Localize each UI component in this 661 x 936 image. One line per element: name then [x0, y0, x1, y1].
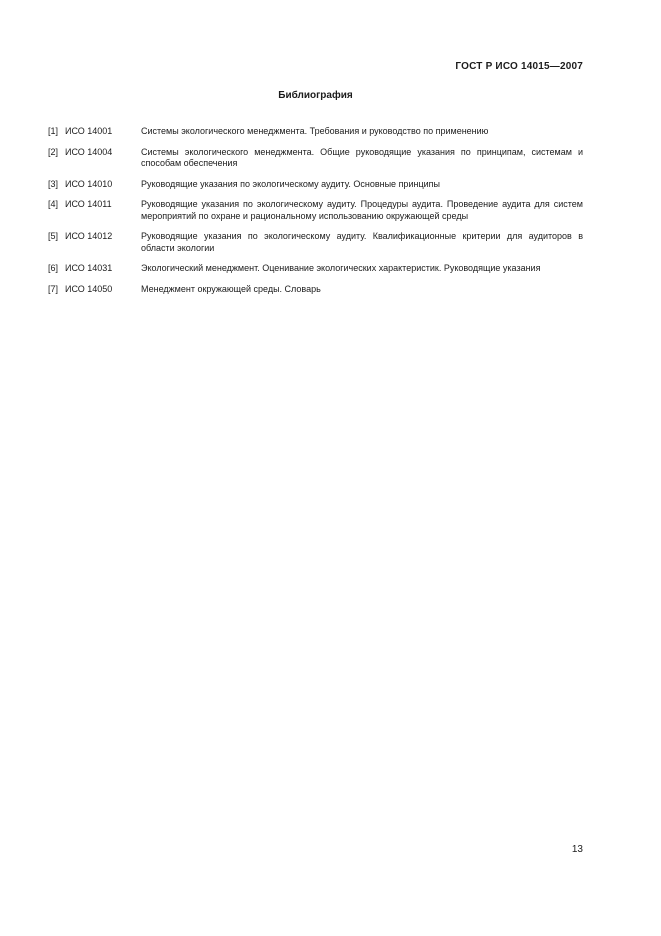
- reference-item: [48, 284, 583, 296]
- bibliography-title: Библиография: [278, 90, 353, 101]
- reference-code: ИСО 14012: [65, 231, 113, 241]
- reference-number: [4]: [48, 199, 59, 209]
- reference-code: ИСО 14010: [65, 178, 113, 189]
- reference-code: ИСО 14011: [65, 199, 112, 209]
- reference-number: [3]: [48, 178, 59, 189]
- reference-code: ИСО 14001: [65, 126, 113, 136]
- document-header: ГОСТ Р ИСО 14015—2007: [455, 61, 583, 72]
- reference-text: Системы экологического менеджмента. Требования и руководство по применению: [141, 126, 489, 136]
- reference-text: Руководящие указания по экологическому аудиту. Основные принципы: [141, 178, 440, 189]
- reference-text: Системы экологического менеджмента. Общие руководящие указания по принципам, системам и способам обеспечения: [141, 146, 583, 168]
- reference-code: ИСО 14004: [65, 146, 113, 157]
- reference-item: [48, 231, 583, 254]
- reference-text: Менеджмент окружающей среды. Словарь: [141, 283, 321, 294]
- reference-text: Руководящие указания по экологическому аудиту. Квалификационные критерии для аудиторов в области экологии: [141, 231, 583, 253]
- page-number: 13: [571, 844, 583, 855]
- reference-code: ИСО 14050: [65, 283, 113, 294]
- reference-item: [48, 199, 583, 222]
- reference-number: [1]: [48, 126, 59, 136]
- reference-list: [48, 126, 583, 304]
- reference-code: ИСО 14031: [65, 263, 113, 273]
- reference-number: [2]: [48, 146, 59, 157]
- reference-number: [6]: [48, 263, 59, 273]
- reference-item: [48, 147, 583, 170]
- reference-text: Руководящие указания по экологическому аудиту. Процедуры аудита. Проведение аудита для систем мероприятий по охране и рациональному использованию окружающей среды: [141, 199, 583, 221]
- reference-item: [48, 179, 583, 191]
- reference-item: [48, 126, 583, 138]
- reference-text: Экологический менеджмент. Оценивание экологических характеристик. Руководящие указания: [141, 263, 541, 273]
- reference-number: [5]: [48, 231, 59, 241]
- reference-number: [7]: [48, 283, 59, 294]
- reference-item: [48, 263, 583, 275]
